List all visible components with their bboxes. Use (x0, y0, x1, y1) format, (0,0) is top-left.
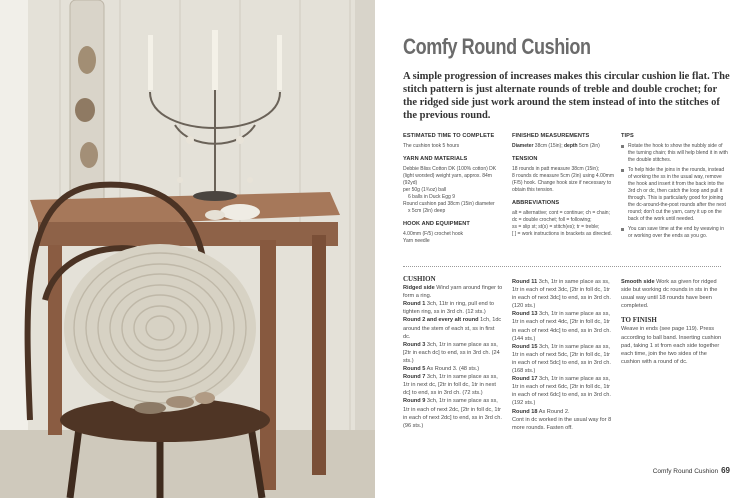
step-text: 3ch, 1tr in same place as ss, 1tr in each of next 5dc, [2tr in foll dc, 1tr in each of next 5dc] to end, ss in 3rd ch. (168 sts.) (512, 343, 611, 375)
pattern-page (375, 0, 750, 498)
step-label: Round 1 (403, 301, 426, 308)
step-text: 3ch, 1tr in same place as ss, 1tr in each of next 6dc, [2tr in foll dc, 1tr in each of next 6dc] to end, ss in 3rd ch. (192 sts.) (512, 376, 611, 407)
measurements-text (512, 143, 616, 150)
step-label: Ridged side (403, 285, 435, 292)
step-text: Work as given for ridged side but working dc rounds in sts in the usual way until 18 rounds have been completed. (621, 279, 718, 310)
step-label: Round 3 (403, 341, 426, 348)
hook-text (403, 231, 505, 245)
measurements-column (512, 133, 616, 244)
depth-value: 5cm (2in) (578, 143, 600, 149)
yarn-line: (light worsted) weight yarn, approx. 84m (92yd) (403, 173, 492, 186)
finish-heading: TO FINISH (621, 316, 657, 325)
bullet-icon (621, 169, 624, 172)
step-label: Round 11 (512, 279, 538, 285)
diameter-value: 38cm (15in); (534, 143, 563, 149)
step-label: Round 9 (403, 398, 426, 405)
step-text: 3ch, 1tr in same place as ss, 1tr in next dc, [2tr in foll dc, 1tr in next dc] to end, ss in 3rd ch. (72 sts.) (403, 374, 498, 397)
step-text: 3ch, 1tr in same place as ss, 1tr in each of next 2dc, [2tr in foll dc, 1tr in each of next 2dc] to end, ss in 3rd ch. (96 sts.) (403, 398, 502, 429)
pattern-step (403, 365, 503, 373)
time-heading: ESTIMATED TIME TO COMPLETE (403, 133, 495, 139)
tension-line: (F/5) hook. Change hook size if necessary to (512, 180, 612, 186)
yarn-line: Round cushion pad 38cm (15in) diameter (403, 201, 495, 207)
step-text: 3ch, 1tr in same place as ss, 1tr in each of next 3dc, [2tr in foll dc, 1tr in each of next 3dc] to end, ss in 3rd ch. (120 sts.) (512, 279, 611, 310)
step-text: 3ch, 1tr in same place as ss, [2tr in each dc] to end, ss in 3rd ch. (24 sts.) (403, 341, 500, 364)
pattern-step (403, 284, 503, 300)
cushion-heading: CUSHION (403, 275, 436, 283)
yarn-line: 6 balls in Duck Egg 9 (408, 194, 455, 200)
pattern-step (403, 341, 503, 365)
step-label: Round 17 (512, 376, 538, 383)
yarn-line: Debbie Bliss Cotton DK (100% cotton) DK (403, 166, 497, 172)
step-label: Round 18 (512, 408, 538, 415)
step-label: Smooth side (621, 279, 655, 285)
step-text: 3ch, 11tr in ring, pull end to tighten ring, ss in 3rd ch. (12 sts.) (403, 301, 494, 316)
tension-line: 8 rounds dc measure 5cm (2in) using 4.00mm (512, 173, 614, 179)
abbreviation-line: alt = alternative; cont = continue; ch = chain; (512, 210, 610, 216)
tension-text (512, 166, 616, 194)
tip-item (621, 143, 729, 164)
yarn-line: per 50g (1¾oz) ball (403, 187, 447, 193)
page-footer (653, 466, 730, 475)
page-title: Comfy Round Cushion (403, 34, 591, 59)
page-number: 69 (721, 466, 730, 475)
step-text: As Round 3. (48 sts.) (425, 366, 480, 373)
tension-line: 18 rounds in patt measure 38cm (15in); (512, 166, 600, 172)
yarn-text (403, 166, 505, 215)
tip-item (621, 167, 729, 223)
pattern-step (403, 300, 503, 316)
step-label: Round 13 (512, 311, 538, 318)
step-label: Round 2 and every alt round (403, 317, 479, 324)
step-text: 3ch, 1tr in same place as ss, 1tr in each of next 4dc, [2tr in foll dc, 1tr in each of next 4dc] to end, ss in 3rd ch. (144 sts.) (512, 311, 611, 342)
pattern-step (403, 373, 503, 397)
tip-item (621, 226, 729, 240)
tip-text: You can save time at the end by weaving in or working over the ends as you go. (628, 226, 724, 239)
depth-label: depth (563, 143, 578, 149)
section-divider (403, 266, 721, 267)
step-text: Cont in dc worked in the usual way for 8 more rounds. Fasten off. (512, 416, 612, 431)
abbreviations-heading: ABBREVIATIONS (512, 200, 560, 206)
abbreviation-line: [ ] = work instructions in brackets as directed. (512, 231, 612, 237)
tip-text: To help hide the joins in the rounds, instead of working the ss in the usual way, remove the hook and insert it from the back into the 3rd ch or dc, then catch the loop and pull it through. This is particularly good for joining the dc-around-the-post rounds after the next round; don't cut the yarn, carry it up on the back of the work until needed. (628, 167, 726, 222)
hook-line: 4.00mm (F/5) crochet hook (403, 231, 464, 237)
hook-heading: HOOK AND EQUIPMENT (403, 221, 470, 227)
pattern-step (403, 316, 503, 340)
time-text: The cushion took 5 hours (403, 143, 460, 149)
finish-text: Weave in ends (see page 119). Press according to ball band. Inserting cushion pad, taking 1 st from each side together each time, join the two sides of the cushion with a round of dc. (621, 326, 722, 365)
diameter-label: Diameter (512, 143, 534, 149)
pattern-step (621, 278, 727, 310)
pattern-step (512, 343, 612, 375)
abbreviation-line: ss = slip st; st(s) = stitch(es); tr = treble; (512, 224, 600, 230)
abbreviations-text (512, 210, 616, 238)
step-text: 1ch, 1dc around the stem of each st, ss in first dc. (403, 317, 502, 340)
footer-title: Comfy Round Cushion (652, 468, 719, 475)
tip-text: Rotate the hook to show the nubbly side of the turning chain; this will help blend it in with the double stitches. (628, 143, 728, 163)
intro-paragraph: A simple progression of increases makes this circular cushion lie flat. The stitch pattern is just alternate rounds of treble and double crochet; for the ridged side just work around the stem instead of into the stitches of the previous round. (403, 71, 730, 121)
tension-heading: TENSION (512, 156, 538, 162)
pattern-step (403, 397, 503, 429)
bullet-icon (621, 228, 624, 231)
tension-line: obtain this tension. (512, 187, 554, 193)
pattern-step (512, 375, 612, 407)
pattern-step (512, 310, 612, 342)
pattern-column-1 (403, 275, 503, 430)
abbreviation-line: dc = double crochet; foll = following; (512, 217, 592, 223)
bullet-icon (621, 145, 624, 148)
step-text: As Round 2. (537, 408, 570, 415)
pattern-step (512, 408, 612, 416)
pattern-column-3 (621, 278, 727, 366)
step-label: Round 15 (512, 343, 538, 350)
pattern-column-2 (512, 278, 612, 432)
hook-line: Yarn needle (403, 238, 430, 244)
step-label: Round 7 (403, 374, 426, 381)
step-label: Round 5 (403, 366, 426, 373)
tips-column (621, 133, 729, 243)
yarn-heading: YARN AND MATERIALS (403, 156, 468, 162)
tips-list (621, 143, 729, 240)
yarn-line: x 5cm (2in) deep (408, 208, 446, 214)
step-text: Wind yarn around finger to form a ring. (403, 285, 503, 300)
materials-column (403, 133, 505, 251)
tips-heading: TIPS (621, 133, 634, 139)
measurements-heading: FINISHED MEASUREMENTS (512, 133, 590, 139)
pattern-step (512, 278, 612, 310)
pattern-step (512, 416, 612, 432)
